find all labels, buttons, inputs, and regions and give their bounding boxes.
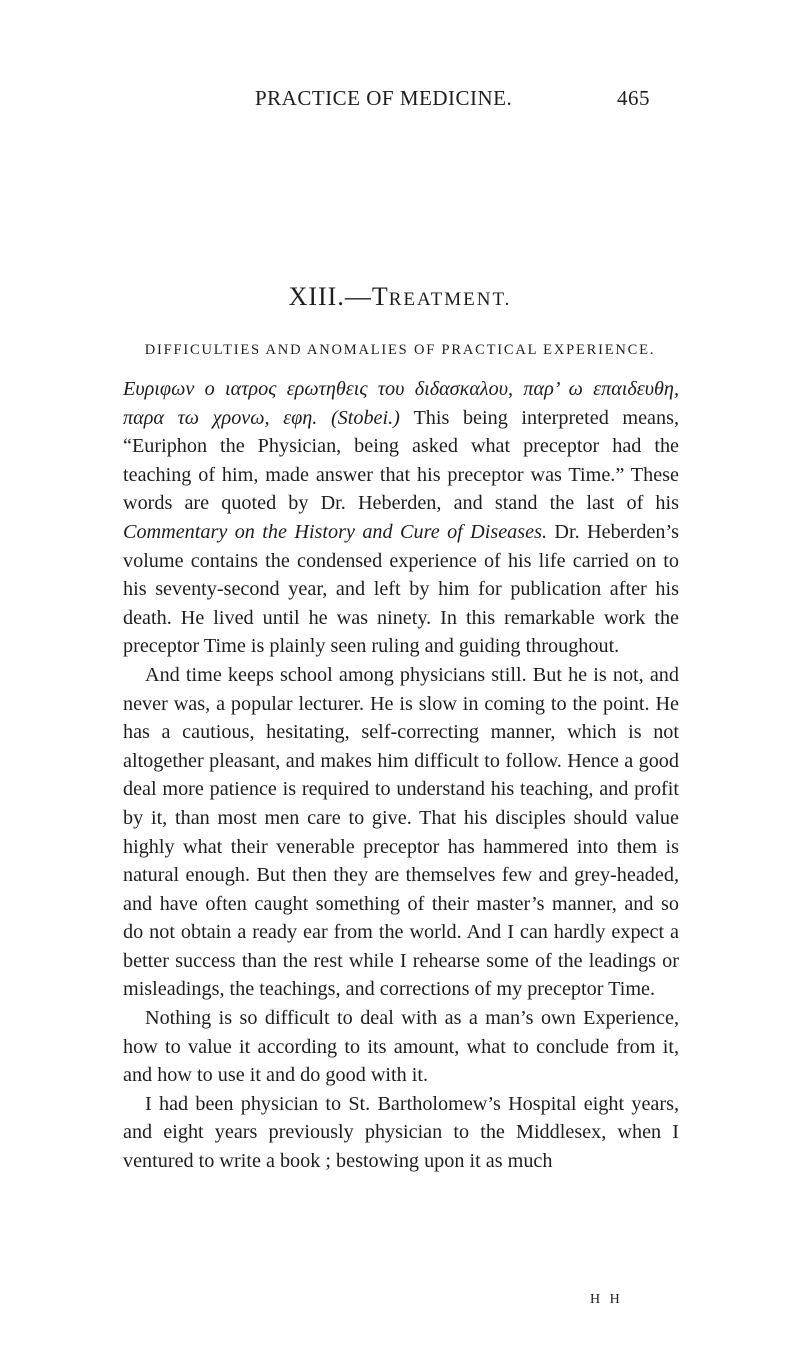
running-head-title: PRACTICE OF MEDICINE. <box>255 86 513 110</box>
greek-quotation: Ευριφων ο ιατρος ερωτηθεις του διδασκαλου, παρ’ ω επαιδευθη, παρα τω χρονω, εφη. <box>123 378 679 429</box>
section-number: XIII.— <box>288 282 372 311</box>
paragraph-2: And time keeps school among physicians still. But he is not, and never was, a popular lecturer. He is slow in coming to the point. He has a cautious, hesitating, self-correcting manner, which is not altogether pleasant, and makes him difficult to follow. Hence a good deal more patience is required to understand his teaching, and profit by it, than most men care to give. That his disciples should value highly what their venerable preceptor has hammered into them is natural enough. But then they are themselves few and grey-headed, and have often caught something of their master’s manner, and so do not obtain a ready ear from the world. And I can hardly expect a better success than the rest while I rehearse some of the leadings or misleadings, the teachings, and corrections of my preceptor Time. <box>123 663 679 1001</box>
section-title-initial: T <box>371 282 389 311</box>
paragraph-1-text-a: This being interpreted means, “Euriphon the Physician, being asked what preceptor had the teaching of him, made answer that his preceptor was Time.” These words are quoted by Dr. Heberden, and stand the last of his <box>123 406 680 515</box>
paragraph-1 <box>123 375 679 661</box>
running-head <box>255 86 650 116</box>
signature-mark: H H <box>590 1292 623 1307</box>
quotation-source: (Stobei.) <box>330 406 400 429</box>
paragraph-4: I had been physician to St. Bartholomew’s Hospital eight years, and eight years previously physician to the Middlesex, when I ventured to write a book ; bestowing upon it as much <box>123 1092 679 1173</box>
section-heading <box>0 282 800 312</box>
section-title-rest: REATMENT. <box>388 289 512 310</box>
section-subtitle: DIFFICULTIES AND ANOMALIES OF PRACTICAL EXPERIENCE. <box>144 342 656 358</box>
page-number: 465 <box>617 86 650 110</box>
paragraph-3: Nothing is so difficult to deal with as a man’s own Experience, how to value it according to its amount, what to conclude from it, and how to use it and do good with it. <box>123 1007 679 1087</box>
paragraph-1-text-b: Dr. Heberden’s volume contains the condensed experience of his life carried on to his seventy-second year, and left by him for publication after his death. He lived until he was ninety. In this remarkable work the preceptor Time is plainly seen ruling and guiding throughout. <box>123 520 679 658</box>
work-title: Commentary on the History and Cure of Diseases. <box>123 520 547 543</box>
body-text <box>123 375 679 1176</box>
